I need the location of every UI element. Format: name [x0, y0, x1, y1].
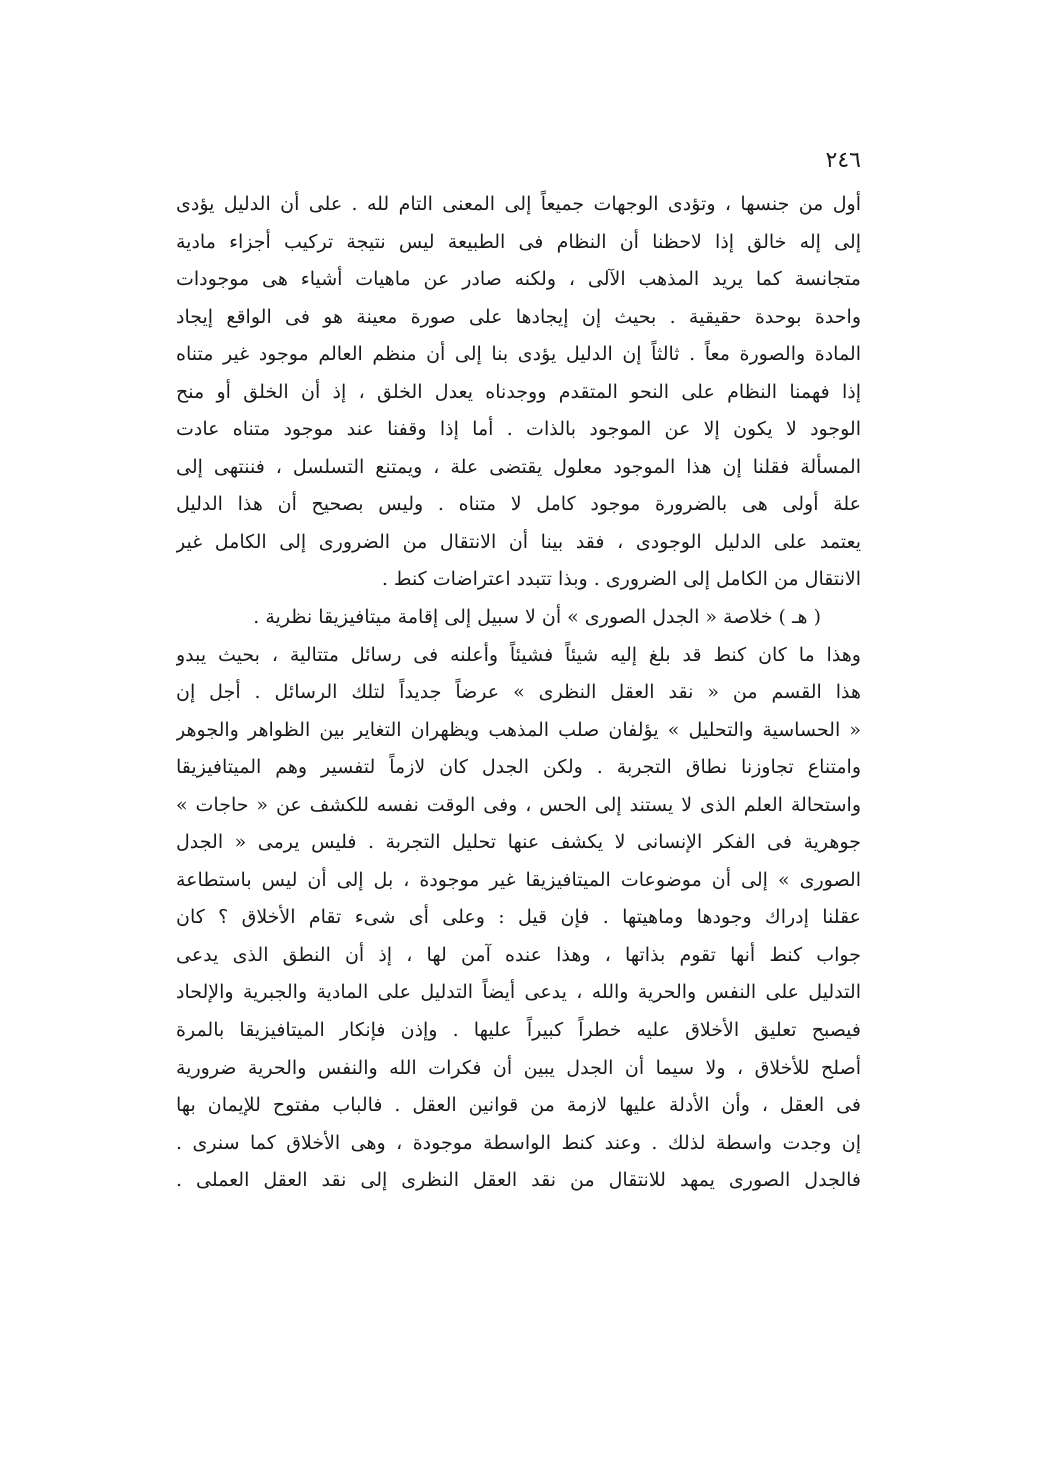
paragraph-heading-line: ( هـ ) خلاصة « الجدل الصورى » أن لا سبيل إلى إقامة ميتافيزيقا نظرية .	[253, 606, 821, 629]
text-line: جواب كنط أنها تقوم بذاتها ، وهذا عنده آمن لها ، إذ أن النطق الذى يدعى	[176, 943, 861, 966]
text-line: المادة والصورة معاً . ثالثاً إن الدليل يؤدى بنا إلى أن منظم العالم موجود غير متناه	[176, 343, 861, 366]
text-line: الوجود لا يكون إلا عن الموجود بالذات . أما إذا وقفنا عند موجود متناه عادت	[176, 418, 861, 441]
body-text	[176, 186, 861, 1200]
text-line: واحدة بوحدة حقيقية . بحيث إن إيجادها على صورة معينة هو فى الواقع إيجاد	[176, 305, 861, 328]
text-line: هذا القسم من « نقد العقل النظرى » عرضاً جديداً لتلك الرسائل . أجل إن	[176, 681, 861, 704]
text-line: وهذا ما كان كنط قد بلغ إليه شيئاً فشيئاً وأعلنه فى رسائل متتالية ، بحيث يبدو	[176, 643, 861, 666]
text-line: فيصبح تعليق الأخلاق عليه خطراً كبيراً عليها . وإذن فإنكار الميتافيزيقا بالمرة	[176, 1019, 861, 1042]
text-line: يعتمد على الدليل الوجودى ، فقد بينا أن الانتقال من الضرورى إلى الكامل غير	[176, 530, 861, 553]
text-line: وامتناع تجاوزنا نطاق التجربة . ولكن الجدل كان لازماً لتفسير وهم الميتافيزيقا	[176, 756, 861, 779]
text-line: علة أولى هى بالضرورة موجود كامل لا متناه . وليس بصحيح أن هذا الدليل	[176, 493, 861, 516]
text-line: جوهرية فى الفكر الإنسانى لا يكشف عنها تحليل التجربة . فليس يرمى « الجدل	[176, 831, 861, 854]
text-line: أصلح للأخلاق ، ولا سيما أن الجدل يبين أن فكرات الله والنفس والحرية ضرورية	[176, 1056, 861, 1079]
text-line: فى العقل ، وأن الأدلة عليها لازمة من قوانين العقل . فالباب مفتوح للإيمان بها	[176, 1094, 861, 1117]
page-number: ٢٤٦	[825, 148, 861, 173]
text-line: إن وجدت واسطة لذلك . وعند كنط الواسطة موجودة ، وهى الأخلاق كما سنرى .	[176, 1131, 861, 1154]
text-line: إلى إله خالق إذا لاحظنا أن النظام فى الطبيعة ليس نتيجة تركيب أجزاء مادية	[176, 230, 861, 253]
text-line: التدليل على النفس والحرية والله ، يدعى أيضاً التدليل على المادية والجبرية والإلحاد	[176, 981, 861, 1004]
text-line: عقلنا إدراك وجودها وماهيتها . فإن قيل : وعلى أى شىء تقام الأخلاق ؟ كان	[176, 906, 861, 929]
text-line: أول من جنسها ، وتؤدى الوجهات جميعاً إلى المعنى التام لله . على أن الدليل يؤدى	[176, 193, 861, 215]
text-line: متجانسة كما يريد المذهب الآلى ، ولكنه صادر عن ماهيات أشياء هى موجودات	[176, 268, 861, 291]
text-line: واستحالة العلم الذى لا يستند إلى الحس ، وفى الوقت نفسه للكشف عن « حاجات »	[176, 793, 861, 816]
text-line: الانتقال من الكامل إلى الضرورى . وبذا تتبدد اعتراضات كنط .	[381, 568, 861, 591]
text-line: الصورى » إلى أن موضوعات الميتافيزيقا غير موجودة ، بل إلى أن ليس باستطاعة	[176, 868, 861, 891]
text-line: فالجدل الصورى يمهد للانتقال من نقد العقل النظرى إلى نقد العقل العملى .	[176, 1169, 861, 1192]
text-line: « الحساسية والتحليل » يؤلفان صلب المذهب ويظهران التغاير بين الظواهر والجوهر	[176, 718, 861, 741]
text-line: إذا فهمنا النظام على النحو المتقدم ووجدناه يعدل الخلق ، إذ أن الخلق أو منح	[176, 380, 861, 403]
text-line: المسألة فقلنا إن هذا الموجود معلول يقتضى علة ، ويمتنع التسلسل ، فننتهى إلى	[176, 455, 861, 478]
